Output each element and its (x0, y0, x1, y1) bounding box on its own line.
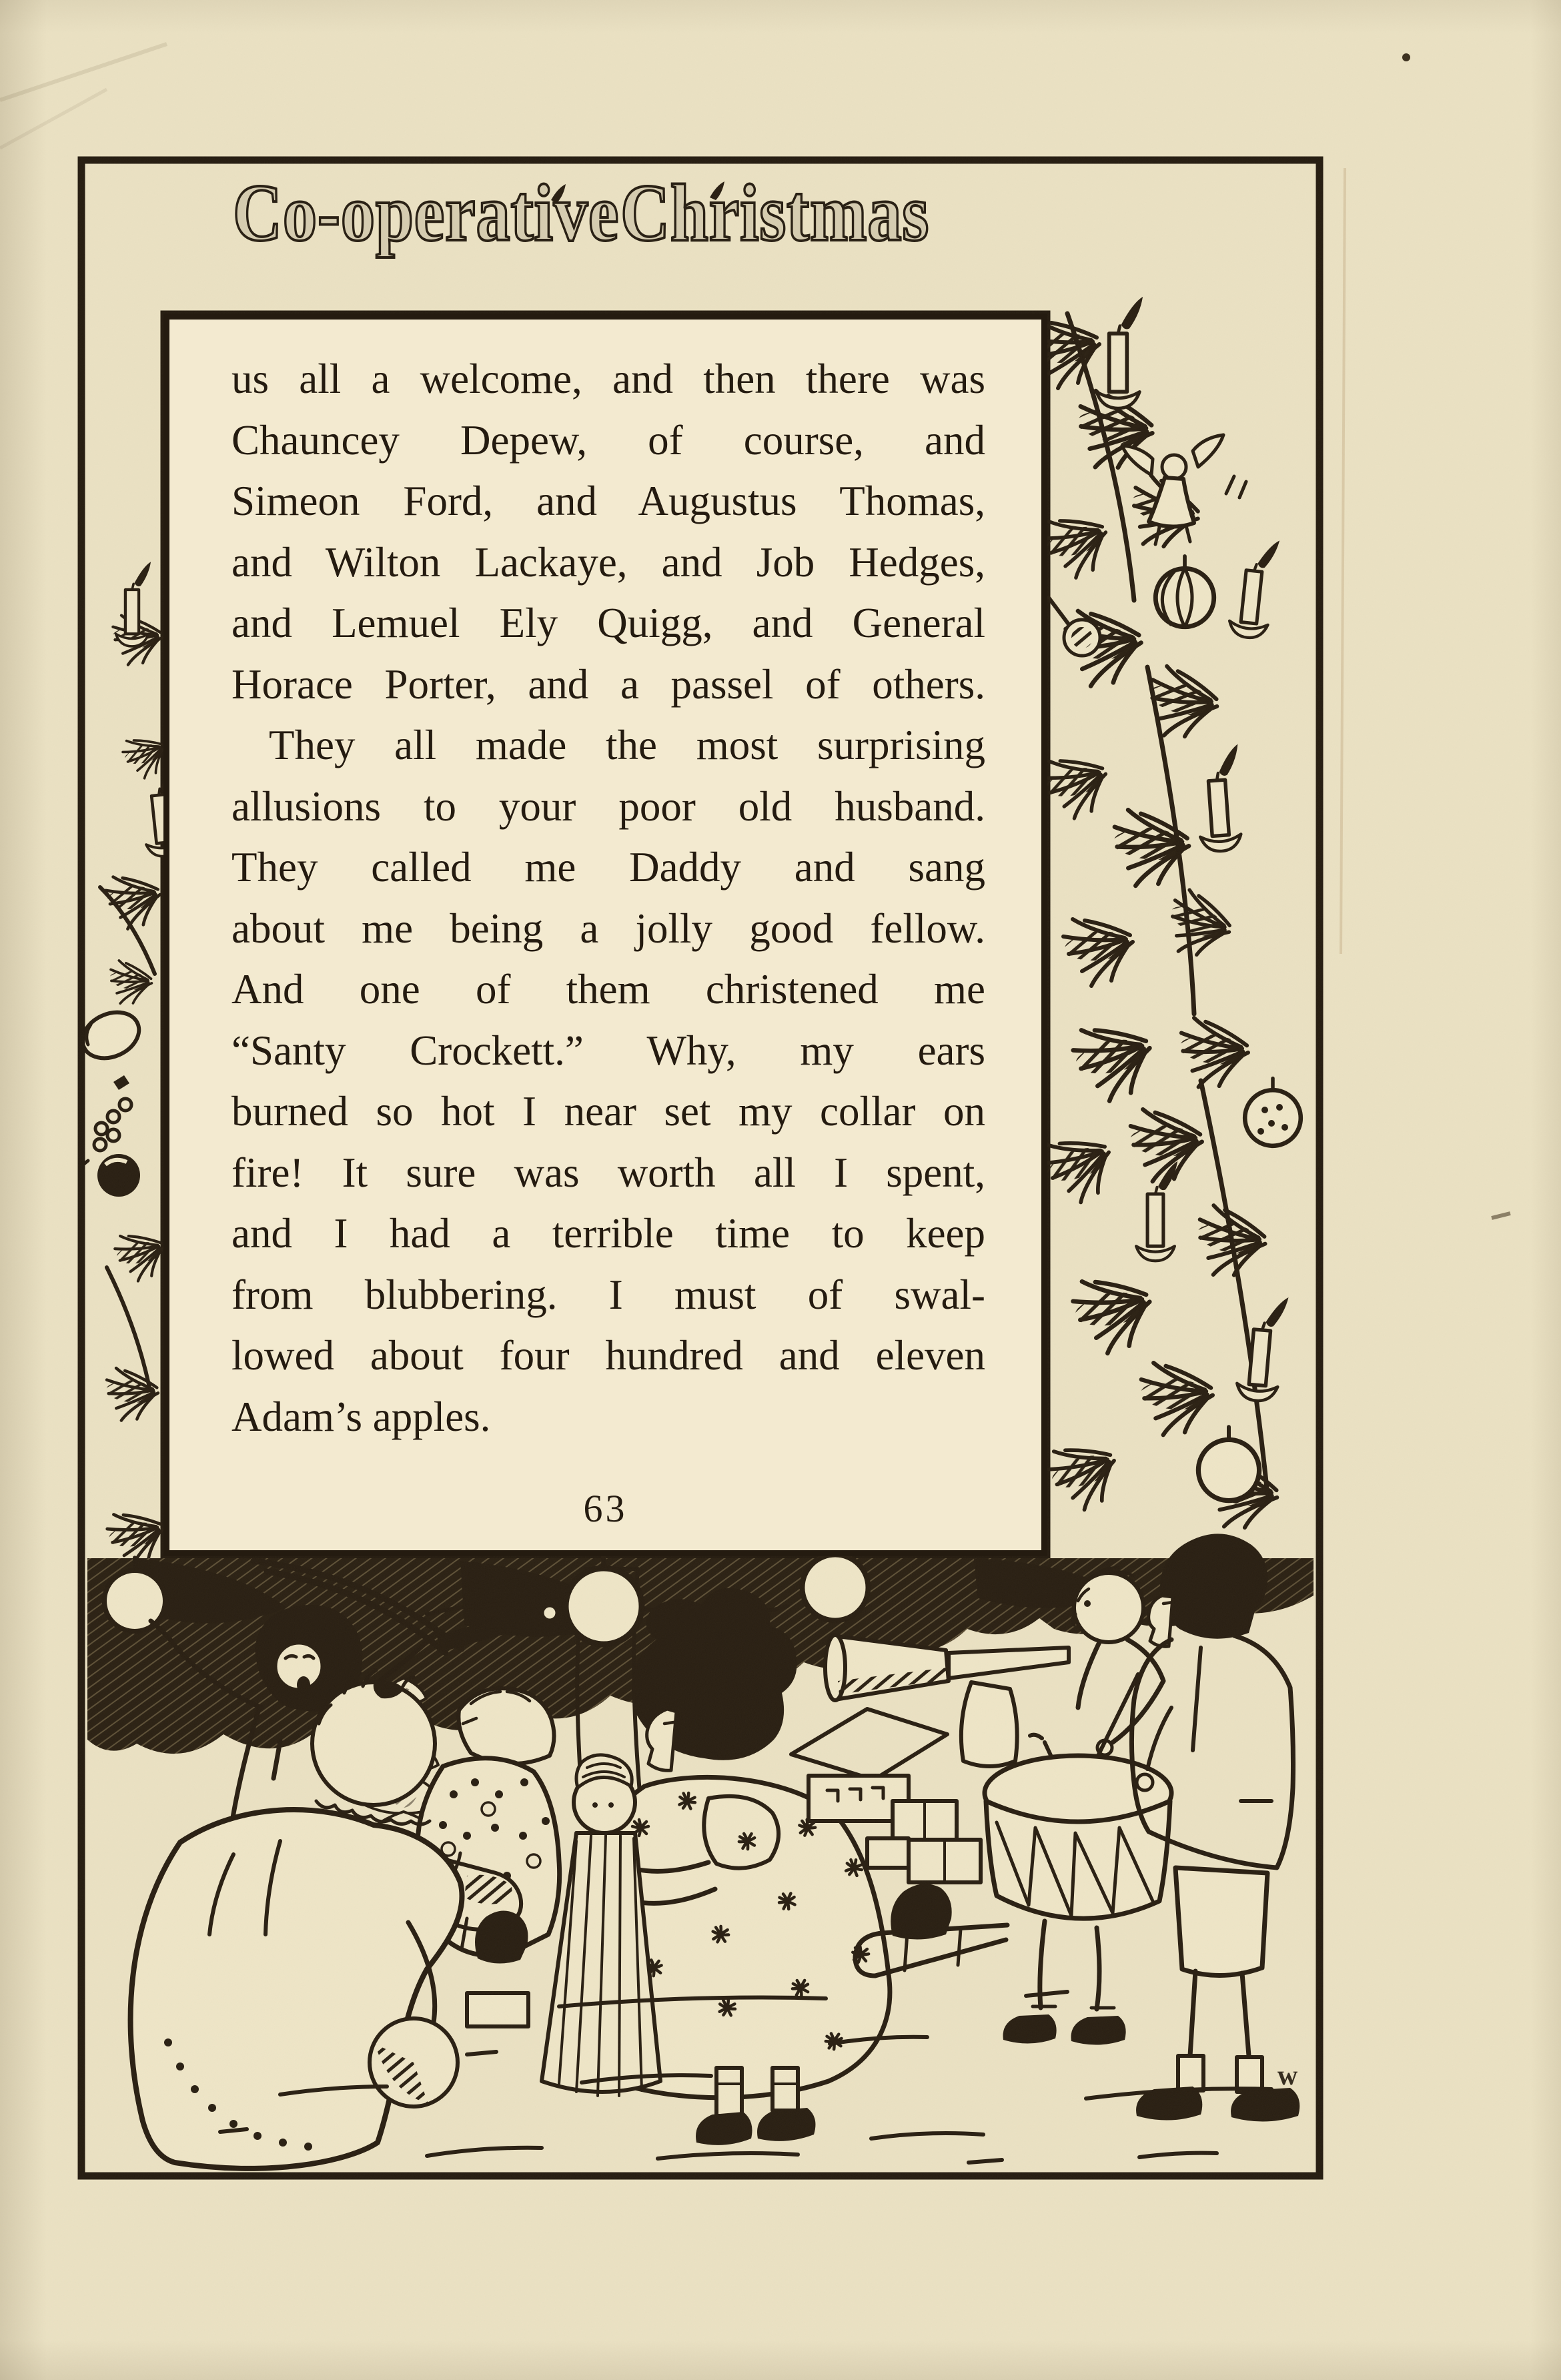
story-line: Simeon Ford, and Augustus Thomas, (231, 478, 985, 524)
story-line: fire! It sure was worth all I spent, (231, 1149, 985, 1196)
story-line: lowed about four hundred and eleven (231, 1332, 985, 1379)
story-line: Horace Porter, and a passel of others. (231, 660, 985, 708)
story-line: allusions to your poor old husband. (231, 782, 985, 830)
illustrator-signature: w (1277, 2060, 1298, 2091)
story-line: “Santy Crockett.” Why, my ears (231, 1027, 985, 1074)
story-line: Adam’s apples. (231, 1393, 491, 1440)
story-line: about me being a jolly good fellow. (231, 905, 985, 952)
story-line: us all a welcome, and then there was (231, 356, 985, 402)
page-number: 63 (583, 1487, 628, 1530)
story-text-panel (163, 314, 1047, 1556)
page-title: Co-operative Christmas (233, 168, 930, 258)
story-line: and Lemuel Ely Quigg, and General (231, 600, 985, 646)
story-line: They called me Daddy and sang (231, 844, 985, 890)
story-line: burned so hot I near set my collar on (231, 1088, 985, 1135)
story-line: And one of them christened me (231, 966, 985, 1013)
story-line: Chauncey Depew, of course, and (231, 416, 985, 464)
story-line: and Wilton Lackaye, and Job Hedges, (231, 538, 985, 586)
story-line: and I had a terrible time to keep (231, 1210, 985, 1257)
story-line: They all made the most surprising (269, 722, 985, 768)
story-line: from blubbering. I must of swal- (231, 1271, 985, 1318)
